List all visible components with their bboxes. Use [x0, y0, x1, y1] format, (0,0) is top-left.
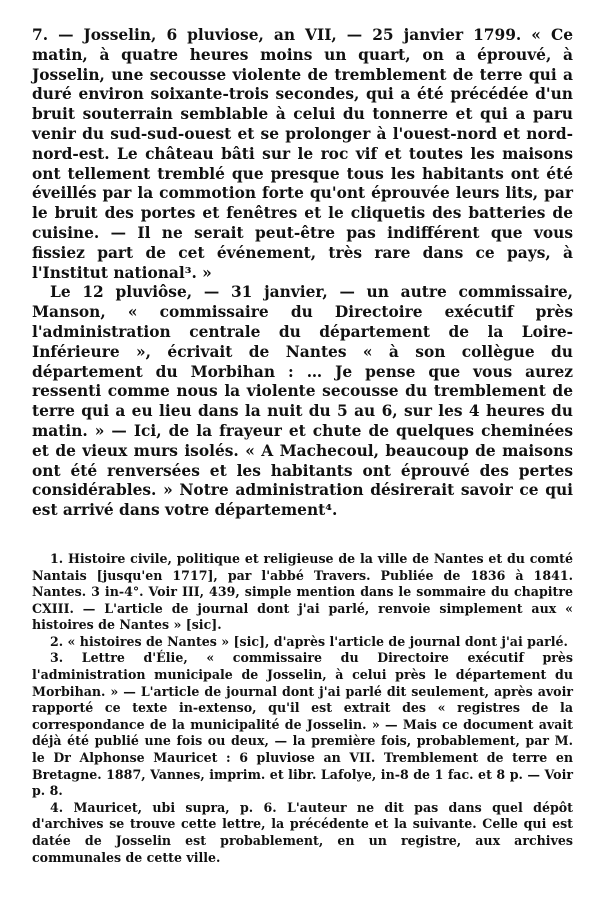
main-text: [32, 26, 573, 521]
footnotes: [32, 551, 573, 866]
paragraph-josselin: 7. — Josselin, 6 pluviose, an VII, — 25 janvier 1799. « Ce matin, à quatre heures moins un quart, on a éprouvé, à Josselin, une secousse violente de tremblement de terre qui a duré environ soixante-trois secondes, qui a été précédée d'un bruit souterrain semblable à celui du tonnerre et qui a paru venir du sud-sud-ouest et se prolonger à l'ouest-nord et nord-nord-est. Le château bâti sur le roc vif et toutes les maisons ont tellement tremblé que presque tous les habitants ont été éveillés par la commotion forte qu'ont éprouvée leurs lits, par le bruit des portes et fenêtres et le cliquetis des batteries de cuisine. — Il ne serait peut-être pas indifférent que vous fissiez part de cet événement, très rare dans ce pays, à l'Institut national³. »: [32, 26, 573, 282]
paragraph-nantes: Le 12 pluviôse, — 31 janvier, — un autre commissaire, Manson, « commissaire du Directoire exécutif près l'administration centrale du département de la Loire-Inférieure », écrivait de Nantes « à son collègue du département du Morbihan : … Je pense que vous aurez ressenti comme nous la violente secousse du tremblement de terre qui a eu lieu dans la nuit du 5 au 6, sur les 4 heures du matin. » — Ici, de la frayeur et chute de quelques cheminées et de vieux murs isolés. « A Machecoul, beaucoup de maisons ont été renversées et les habitants ont éprouvé des pertes considérables. » Notre administration désirerait savoir ce qui est arrivé dans votre département⁴.: [32, 283, 573, 520]
footnote-2: 2. « histoires de Nantes » [sic], d'après l'article de journal dont j'ai parlé.: [50, 633, 568, 649]
footnote-3: 3. Lettre d'Élie, « commissaire du Directoire exécutif près l'administration municipale de Josselin, à celui près le département du Morbihan. » — L'article de journal dont j'ai parlé dit seulement, après avoir rapporté ce texte in-extenso, qu'il est extrait des « registres de la correspondance de la municipalité de Josselin. » — Mais ce document avait déjà été publié une fois ou deux, — la première fois, probablement, par M. le Dr Alphonse Mauricet : 6 pluviose an VII. Tremblement de terre en Bretagne. 1887, Vannes, imprim. et libr. Lafolye, in-8 de 1 fac. et 8 p. — Voir p. 8.: [32, 650, 573, 799]
footnote-1: 1. Histoire civile, politique et religieuse de la ville de Nantes et du comté Nantais [jusqu'en 1717], par l'abbé Travers. Publiée de 1836 à 1841. Nantes. 3 in-4°. Voir III, 439, simple mention dans le sommaire du chapitre CXIII. — L'article de journal dont j'ai parlé, renvoie simplement aux « histoires de Nantes » [sic].: [32, 550, 573, 633]
footnote-4: 4. Mauricet, ubi supra, p. 6. L'auteur ne dit pas dans quel dépôt d'archives se trouve cette lettre, la précédente et la suivante. Celle qui est datée de Josselin est probablement, en un registre, aux archives communales de cette ville.: [32, 799, 573, 865]
